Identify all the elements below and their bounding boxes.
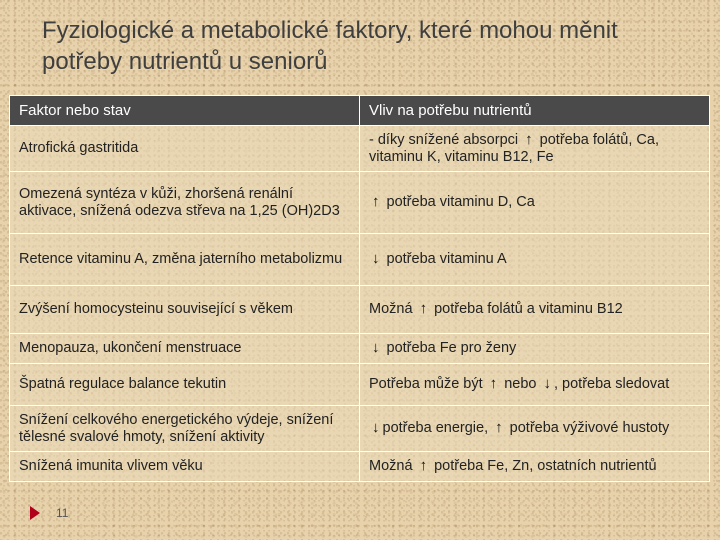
table-row [10,172,710,234]
arrow-up-icon: ↑ [525,130,533,148]
factors-table [9,95,710,482]
slide-title: Fyziologické a metabolické faktory, které mohou měnit potřeby nutrientů u seniorů [42,17,618,75]
factor-cell: Snížení celkového energetického výdeje, snížení tělesné svalové hmoty, snížení aktivity [10,406,360,452]
effect-text: potřeba Fe pro ženy [382,340,517,356]
factor-cell: Zvýšení homocysteinu související s věkem [10,286,360,334]
effect-text: Potřeba může být [369,376,487,392]
effect-cell [360,234,710,286]
effect-cell [360,172,710,234]
effect-text: potřeba vitaminu D, Ca [382,194,535,210]
effect-text: Možná [369,301,417,317]
arrow-up-icon: ↑ [489,375,498,392]
table-header-row [10,96,710,126]
arrow-up-icon: ↑ [419,457,428,474]
table-row [10,234,710,286]
table-row [10,334,710,364]
factor-cell: Atrofická gastritida [10,126,360,172]
table-row [10,364,710,406]
factor-cell: Omezená syntéza v kůži, zhoršená renální aktivace, snížená odezva střeva na 1,25 (OH)2D3 [10,172,360,234]
effect-cell [360,364,710,406]
effect-text: Možná [369,458,417,474]
table-row [10,286,710,334]
effect-text: , potřeba sledovat [554,376,670,392]
slide-number: 11 [56,506,69,520]
arrow-down-icon: ↓ [543,375,551,392]
effect-text: potřeba folátů, Ca, vitaminu K, vitaminu B12, Fe [369,131,659,165]
effect-cell [360,126,710,172]
effect-cell [360,334,710,364]
play-arrow-icon[interactable] [30,506,40,520]
effect-text: nebo [500,376,541,392]
arrow-up-icon: ↑ [419,300,428,317]
factor-cell: Špatná regulace balance tekutin [10,364,360,406]
arrow-down-icon: ↓ [372,250,380,267]
effect-text: - díky snížené absorpci [369,131,523,148]
arrow-up-icon: ↑ [495,419,503,436]
table-row [10,406,710,452]
arrow-down-icon: ↓ [372,419,380,436]
effect-cell [360,452,710,482]
factor-cell: Menopauza, ukončení menstruace [10,334,360,364]
effect-cell [360,406,710,452]
effect-text: potřeba výživové hustoty [505,420,670,436]
factor-cell: Retence vitaminu A, změna jaterního metabolizmu [10,234,360,286]
slide-navigation [30,506,68,520]
factor-cell: Snížená imunita vlivem věku [10,452,360,482]
table-row [10,126,710,172]
table-row [10,452,710,482]
arrow-up-icon: ↑ [372,193,380,210]
effect-text: potřeba vitaminu A [382,251,507,267]
header-factor: Faktor nebo stav [10,96,360,126]
effect-text: potřeba folátů a vitaminu B12 [430,301,623,317]
effect-cell [360,286,710,334]
header-effect: Vliv na potřebu nutrientů [360,96,710,126]
effect-text: potřeba Fe, Zn, ostatních nutrientů [430,458,657,474]
effect-text: potřeba energie, [382,420,493,436]
arrow-down-icon: ↓ [372,339,380,356]
